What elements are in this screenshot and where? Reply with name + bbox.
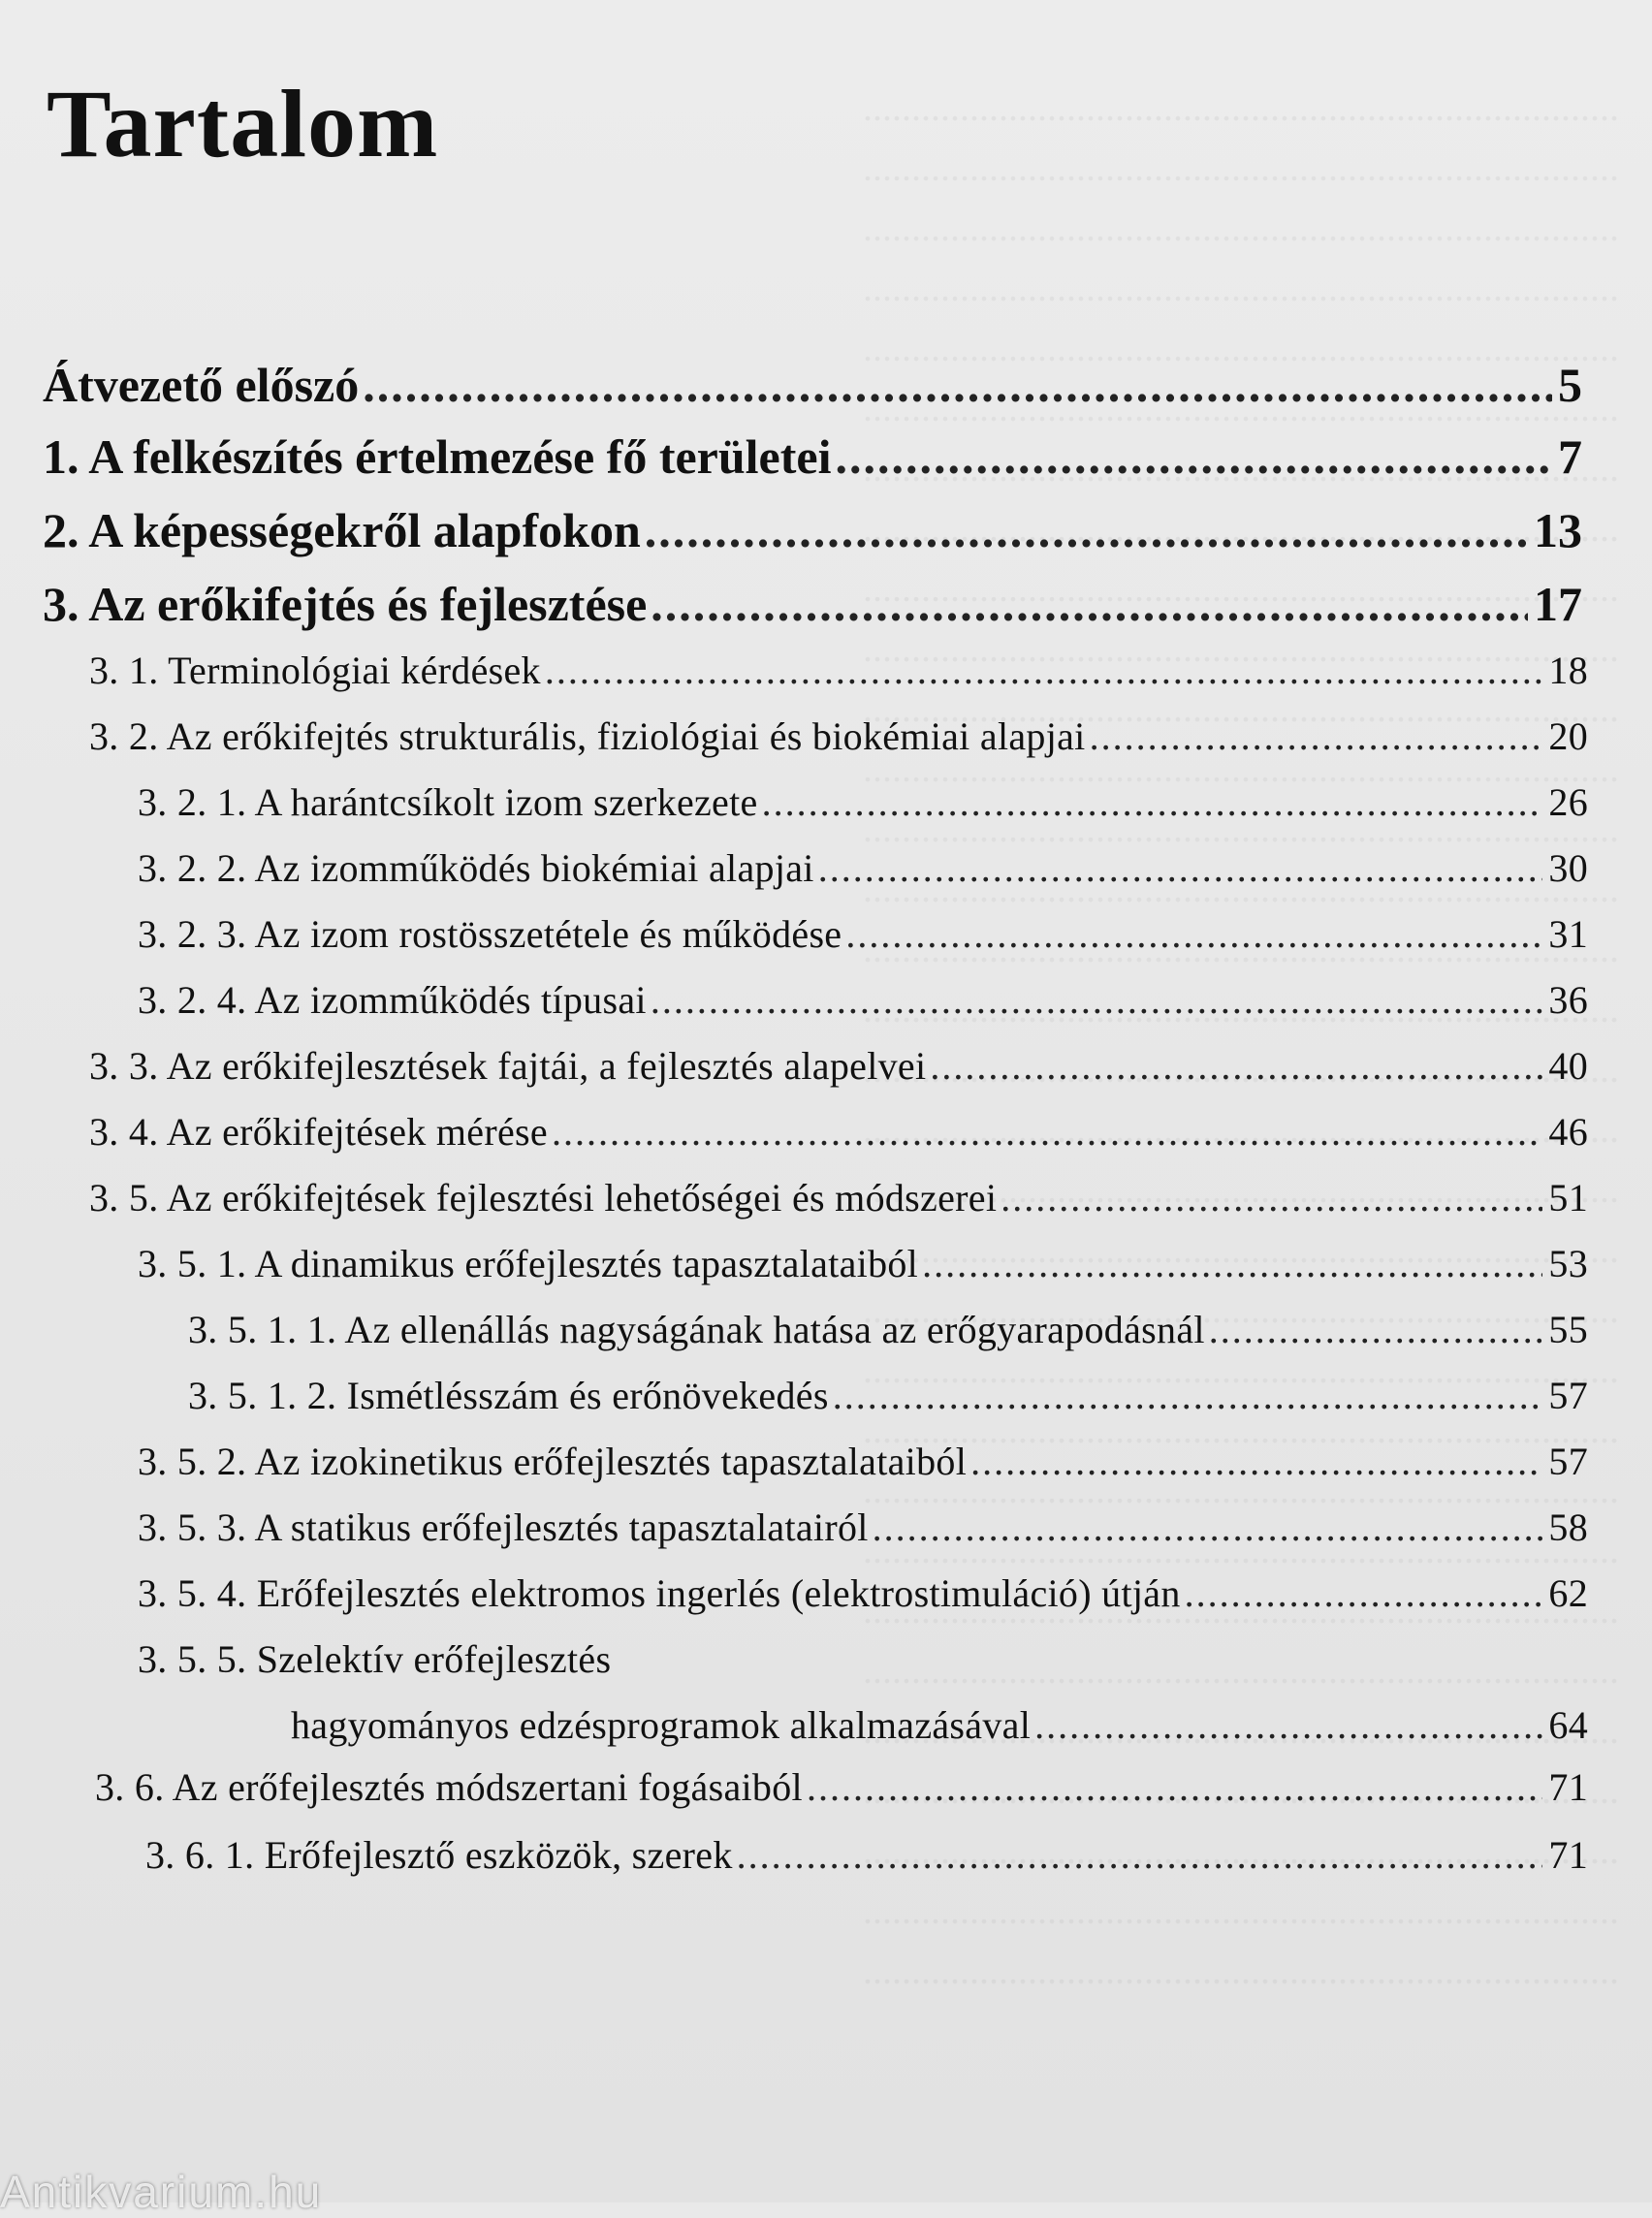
toc-page-number: 31 xyxy=(1548,912,1588,956)
toc-page-number: 40 xyxy=(1548,1044,1588,1088)
toc-entry[interactable] xyxy=(138,977,1588,1023)
toc-entry[interactable] xyxy=(138,1241,1588,1286)
watermark-text: Antikvarium.hu xyxy=(0,2167,323,2217)
toc-entry-label: 3. 5. 3. A statikus erőfejlesztés tapasztalatairól xyxy=(138,1505,869,1549)
toc-entry-label: 3. 1. Terminológiai kérdések xyxy=(89,649,541,692)
dot-leader xyxy=(930,1043,1542,1089)
toc-entry[interactable] xyxy=(138,911,1588,957)
dot-leader xyxy=(1185,1570,1543,1616)
dot-leader xyxy=(651,977,1543,1023)
toc-entry[interactable] xyxy=(145,1832,1588,1878)
dot-leader xyxy=(1209,1307,1543,1352)
toc-entry[interactable] xyxy=(89,1043,1588,1089)
dot-leader xyxy=(970,1439,1542,1484)
dot-leader xyxy=(1090,713,1543,759)
toc-page-number: 64 xyxy=(1548,1703,1588,1747)
toc-entry-label: 3. 5. Az erőkifejtések fejlesztési lehetőségei és módszerei xyxy=(89,1176,998,1220)
toc-page-number: 57 xyxy=(1548,1440,1588,1483)
toc-page-number: 53 xyxy=(1548,1242,1588,1285)
toc-entry-label: 1. A felkészítés értelmezése fő területei xyxy=(43,429,832,484)
toc-entry[interactable] xyxy=(43,428,1582,485)
toc-entry[interactable] xyxy=(138,1439,1588,1484)
toc-page-number: 71 xyxy=(1548,1765,1588,1809)
toc-page-number: 7 xyxy=(1558,429,1582,484)
dot-leader xyxy=(363,357,1552,413)
toc-entry-label: 3. 2. 3. Az izom rostösszetétele és működése xyxy=(138,912,842,956)
toc-entry-label: 3. 5. 2. Az izokinetikus erőfejlesztés tapasztalataiból xyxy=(138,1440,968,1483)
toc-page-number: 46 xyxy=(1548,1110,1588,1154)
toc-page-number: 55 xyxy=(1548,1308,1588,1351)
toc-entry-label: 3. 3. Az erőkifejlesztések fajtái, a fejlesztés alapelvei xyxy=(89,1044,927,1088)
toc-entry[interactable] xyxy=(89,648,1588,693)
toc-entry[interactable] xyxy=(43,576,1582,632)
toc-entry[interactable] xyxy=(188,1307,1588,1352)
toc-page-number: 36 xyxy=(1548,978,1588,1022)
dot-leader xyxy=(645,502,1528,558)
toc-entry-label: 3. 5. 5. Szelektív erőfejlesztés xyxy=(138,1637,612,1681)
toc-entry[interactable] xyxy=(89,713,1588,759)
toc-entry[interactable] xyxy=(138,845,1588,891)
dot-leader xyxy=(818,845,1543,891)
toc-entry-label: 3. 5. 1. 2. Ismétlésszám és erőnövekedés xyxy=(188,1374,829,1417)
dot-leader xyxy=(807,1764,1542,1810)
toc-page-number: 17 xyxy=(1534,577,1582,631)
dot-leader xyxy=(762,779,1543,825)
toc-entry-continuation[interactable] xyxy=(291,1702,1588,1748)
toc-page-number: 13 xyxy=(1534,503,1582,557)
toc-page-number: 5 xyxy=(1558,358,1582,412)
toc-entry[interactable] xyxy=(138,779,1588,825)
toc-entry[interactable] xyxy=(138,1570,1588,1616)
toc-page-number: 51 xyxy=(1548,1176,1588,1220)
dot-leader xyxy=(737,1832,1543,1878)
toc-entry-label: 3. 2. 2. Az izomműködés biokémiai alapjai xyxy=(138,846,814,890)
toc-entry-label: 3. 2. 1. A harántcsíkolt izom szerkezete xyxy=(138,780,758,824)
toc-entry-label: 3. 2. 4. Az izomműködés típusai xyxy=(138,978,647,1022)
dot-leader xyxy=(873,1505,1543,1550)
dot-leader xyxy=(1034,1702,1542,1748)
toc-entry[interactable] xyxy=(43,502,1582,558)
dot-leader xyxy=(833,1373,1543,1418)
toc-entry-label: hagyományos edzésprogramok alkalmazásával xyxy=(291,1703,1032,1747)
toc-page-number: 18 xyxy=(1548,649,1588,692)
toc-entry-label: 3. 6. Az erőfejlesztés módszertani fogásaiból xyxy=(95,1765,803,1809)
dot-leader xyxy=(651,576,1528,632)
dot-leader xyxy=(835,428,1552,485)
dot-leader xyxy=(552,1109,1542,1155)
dot-leader xyxy=(545,648,1543,693)
toc-entry-label: 3. 6. 1. Erőfejlesztő eszközök, szerek xyxy=(145,1833,733,1877)
dot-leader xyxy=(922,1241,1542,1286)
toc-page-number: 30 xyxy=(1548,846,1588,890)
toc-entry[interactable] xyxy=(89,1109,1588,1155)
toc-page-number: 26 xyxy=(1548,780,1588,824)
toc-page-number: 71 xyxy=(1548,1833,1588,1877)
toc-entry[interactable] xyxy=(89,1175,1588,1220)
toc-entry-heading[interactable] xyxy=(138,1636,611,1682)
toc-page-number: 58 xyxy=(1548,1505,1588,1549)
toc-entry-label: Átvezető előszó xyxy=(43,358,360,412)
toc-entry-label: 3. 2. Az erőkifejtés strukturális, fiziológiai és biokémiai alapjai xyxy=(89,714,1086,758)
toc-entry-label: 3. 5. 1. 1. Az ellenállás nagyságának hatása az erőgyarapodásnál xyxy=(188,1308,1205,1351)
toc-entry[interactable] xyxy=(138,1505,1588,1550)
toc-entry[interactable] xyxy=(43,357,1582,413)
toc-entry[interactable] xyxy=(95,1764,1588,1810)
toc-entry-label: 3. 4. Az erőkifejtések mérése xyxy=(89,1110,548,1154)
toc-entry[interactable] xyxy=(188,1373,1588,1418)
page-title: Tartalom xyxy=(47,70,439,177)
toc-entry-label: 3. 5. 4. Erőfejlesztés elektromos ingerlés (elektrostimuláció) útján xyxy=(138,1571,1181,1615)
dot-leader xyxy=(1001,1175,1542,1220)
toc-page-number: 57 xyxy=(1548,1374,1588,1417)
dot-leader xyxy=(845,911,1542,957)
toc-entry-label: 2. A képességekről alapfokon xyxy=(43,503,641,557)
toc-entry-label: 3. 5. 1. A dinamikus erőfejlesztés tapasztalataiból xyxy=(138,1242,919,1285)
toc-page-number: 62 xyxy=(1548,1571,1588,1615)
toc-page-number: 20 xyxy=(1548,714,1588,758)
toc-entry-label: 3. Az erőkifejtés és fejlesztése xyxy=(43,577,648,631)
